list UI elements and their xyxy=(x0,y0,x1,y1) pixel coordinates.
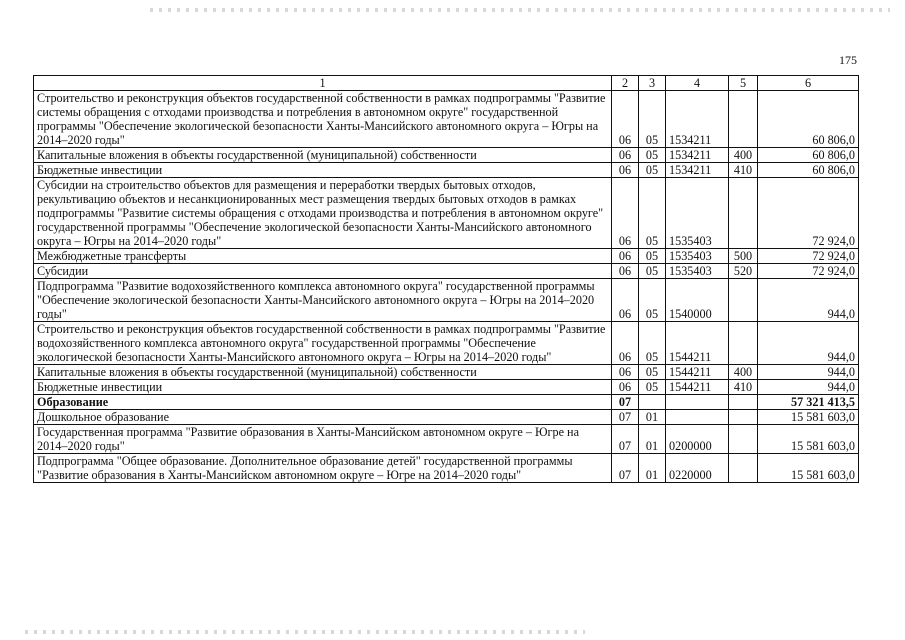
row-expense-type-cell: 400 xyxy=(729,365,758,380)
row-target-article-cell xyxy=(666,410,729,425)
row-name-cell: Бюджетные инвестиции xyxy=(34,380,612,395)
row-amount-cell: 60 806,0 xyxy=(758,91,859,148)
row-subsection-cell: 05 xyxy=(639,163,666,178)
row-expense-type-cell: 410 xyxy=(729,380,758,395)
row-section-cell: 06 xyxy=(612,380,639,395)
row-amount-cell: 72 924,0 xyxy=(758,178,859,249)
row-target-article-cell: 1535403 xyxy=(666,178,729,249)
row-target-article-cell: 0200000 xyxy=(666,425,729,454)
row-subsection-cell: 05 xyxy=(639,148,666,163)
header-cell-subsection: 3 xyxy=(639,76,666,91)
page-number: 175 xyxy=(839,53,857,67)
row-target-article-cell: 1544211 xyxy=(666,365,729,380)
row-amount-cell: 15 581 603,0 xyxy=(758,410,859,425)
row-target-article-cell xyxy=(666,395,729,410)
table-row xyxy=(34,91,859,148)
row-subsection-cell: 05 xyxy=(639,91,666,148)
row-subsection-cell: 05 xyxy=(639,249,666,264)
row-name-cell: Образование xyxy=(34,395,612,410)
row-name-cell: Капитальные вложения в объекты государственной (муниципальной) собственности xyxy=(34,365,612,380)
row-amount-cell: 944,0 xyxy=(758,322,859,365)
table-body xyxy=(34,91,859,483)
row-name-cell: Межбюджетные трансферты xyxy=(34,249,612,264)
row-subsection-cell: 05 xyxy=(639,279,666,322)
row-subsection-cell: 05 xyxy=(639,178,666,249)
row-name-cell: Строительство и реконструкция объектов государственной собственности в рамках подпрограммы "Развитие системы обращения с отходами производства и потребления в автономном округе" государственной программы "Обеспечение экологической безопасности Ханты-Мансийского автономного округа – Югры на 2014–2020 годы" xyxy=(34,91,612,148)
row-subsection-cell: 01 xyxy=(639,410,666,425)
row-amount-cell: 944,0 xyxy=(758,279,859,322)
row-subsection-cell: 05 xyxy=(639,322,666,365)
table-row xyxy=(34,454,859,483)
row-section-cell: 07 xyxy=(612,425,639,454)
table-row xyxy=(34,322,859,365)
row-target-article-cell: 1534211 xyxy=(666,91,729,148)
row-name-cell: Строительство и реконструкция объектов государственной собственности в рамках подпрограммы "Развитие водохозяйственного комплекса автономного округа" государственной программы "Обеспечение экологической безопасности Ханты-Мансийского автономного округа – Югры на 2014–2020 годы" xyxy=(34,322,612,365)
row-expense-type-cell xyxy=(729,454,758,483)
header-row xyxy=(34,76,859,91)
row-expense-type-cell xyxy=(729,279,758,322)
row-name-cell: Субсидии на строительство объектов для размещения и переработки твердых бытовых отходов, рекультивацию объектов и несанкционированных мест размещения твердых бытовых отходов в рамках подпрограммы "Развитие системы обращения с отходами производства и потребления в автономном округе" государственной программы "Обеспечение экологической безопасности Ханты-Мансийского автономного округа – Югры на 2014–2020 годы" xyxy=(34,178,612,249)
row-name-cell: Субсидии xyxy=(34,264,612,279)
row-section-cell: 07 xyxy=(612,410,639,425)
row-target-article-cell: 1544211 xyxy=(666,380,729,395)
row-expense-type-cell: 500 xyxy=(729,249,758,264)
row-subsection-cell: 05 xyxy=(639,380,666,395)
table-row xyxy=(34,178,859,249)
row-amount-cell: 944,0 xyxy=(758,365,859,380)
row-name-cell: Бюджетные инвестиции xyxy=(34,163,612,178)
table-row xyxy=(34,148,859,163)
row-section-cell: 06 xyxy=(612,249,639,264)
row-amount-cell: 72 924,0 xyxy=(758,249,859,264)
row-section-cell: 06 xyxy=(612,163,639,178)
row-target-article-cell: 1534211 xyxy=(666,163,729,178)
row-name-cell: Подпрограмма "Развитие водохозяйственного комплекса автономного округа" государственной программы "Обеспечение экологической безопасности Ханты-Мансийского автономного округа – Югры на 2014–2020 годы" xyxy=(34,279,612,322)
row-target-article-cell: 1540000 xyxy=(666,279,729,322)
row-amount-cell: 15 581 603,0 xyxy=(758,454,859,483)
row-section-cell: 06 xyxy=(612,365,639,380)
scan-artifact-bottom xyxy=(25,630,585,634)
row-target-article-cell: 0220000 xyxy=(666,454,729,483)
row-section-cell: 07 xyxy=(612,454,639,483)
table-row xyxy=(34,395,859,410)
row-section-cell: 07 xyxy=(612,395,639,410)
row-target-article-cell: 1544211 xyxy=(666,322,729,365)
row-expense-type-cell xyxy=(729,322,758,365)
table-row xyxy=(34,380,859,395)
row-expense-type-cell xyxy=(729,425,758,454)
row-target-article-cell: 1534211 xyxy=(666,148,729,163)
table-row xyxy=(34,249,859,264)
row-section-cell: 06 xyxy=(612,279,639,322)
row-section-cell: 06 xyxy=(612,148,639,163)
row-section-cell: 06 xyxy=(612,178,639,249)
row-expense-type-cell xyxy=(729,395,758,410)
row-expense-type-cell: 400 xyxy=(729,148,758,163)
scan-artifact-top xyxy=(150,8,890,12)
row-amount-cell: 60 806,0 xyxy=(758,148,859,163)
table-row xyxy=(34,163,859,178)
table-row xyxy=(34,264,859,279)
table-row xyxy=(34,365,859,380)
row-subsection-cell: 05 xyxy=(639,365,666,380)
header-cell-expense-type: 5 xyxy=(729,76,758,91)
row-amount-cell: 944,0 xyxy=(758,380,859,395)
row-subsection-cell xyxy=(639,395,666,410)
header-cell-name: 1 xyxy=(34,76,612,91)
row-name-cell: Дошкольное образование xyxy=(34,410,612,425)
row-expense-type-cell xyxy=(729,410,758,425)
row-name-cell: Подпрограмма "Общее образование. Дополнительное образование детей" государственной программы "Развитие образования в Ханты-Мансийском автономном округе – Югре на 2014–2020 годы" xyxy=(34,454,612,483)
row-expense-type-cell: 410 xyxy=(729,163,758,178)
row-expense-type-cell xyxy=(729,178,758,249)
row-section-cell: 06 xyxy=(612,91,639,148)
table-row xyxy=(34,410,859,425)
row-section-cell: 06 xyxy=(612,264,639,279)
header-cell-target-article: 4 xyxy=(666,76,729,91)
row-amount-cell: 15 581 603,0 xyxy=(758,425,859,454)
budget-table xyxy=(33,75,859,483)
row-target-article-cell: 1535403 xyxy=(666,264,729,279)
row-subsection-cell: 01 xyxy=(639,454,666,483)
row-expense-type-cell: 520 xyxy=(729,264,758,279)
table-row xyxy=(34,425,859,454)
header-cell-amount: 6 xyxy=(758,76,859,91)
table-row xyxy=(34,279,859,322)
row-subsection-cell: 05 xyxy=(639,264,666,279)
row-amount-cell: 60 806,0 xyxy=(758,163,859,178)
row-section-cell: 06 xyxy=(612,322,639,365)
header-cell-section: 2 xyxy=(612,76,639,91)
row-name-cell: Государственная программа "Развитие образования в Ханты-Мансийском автономном округе – Югре на 2014–2020 годы" xyxy=(34,425,612,454)
row-amount-cell: 57 321 413,5 xyxy=(758,395,859,410)
row-amount-cell: 72 924,0 xyxy=(758,264,859,279)
row-name-cell: Капитальные вложения в объекты государственной (муниципальной) собственности xyxy=(34,148,612,163)
row-subsection-cell: 01 xyxy=(639,425,666,454)
row-target-article-cell: 1535403 xyxy=(666,249,729,264)
row-expense-type-cell xyxy=(729,91,758,148)
